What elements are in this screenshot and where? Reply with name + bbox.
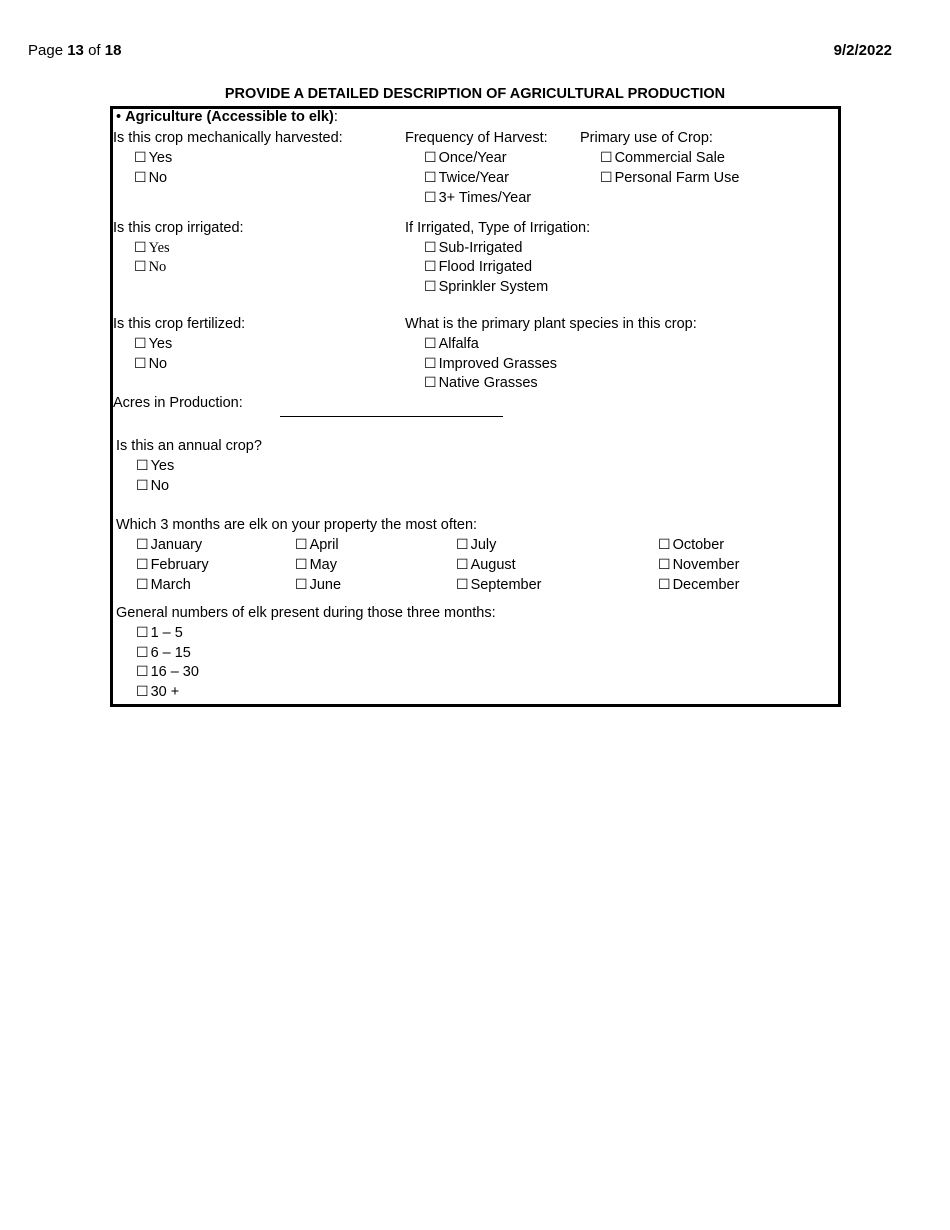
use-question: Primary use of Crop: <box>580 130 713 146</box>
numbers-question: General numbers of elk present during those three months: <box>116 605 496 621</box>
section-label: Agriculture (Accessible to elk) <box>125 109 334 125</box>
page-current: 13 <box>67 42 84 59</box>
irr-flood-checkbox[interactable]: ☐ Flood Irrigated <box>424 259 532 275</box>
month-june-checkbox[interactable]: ☐ June <box>295 577 341 593</box>
page-title: PROVIDE A DETAILED DESCRIPTION OF AGRICULTURAL PRODUCTION <box>224 86 726 102</box>
irr-no-checkbox[interactable]: ☐ No <box>134 259 166 276</box>
page-number <box>28 42 121 59</box>
months-question: Which 3 months are elk on your property the most often: <box>116 517 478 533</box>
freq-twice-checkbox[interactable]: ☐ Twice/Year <box>424 170 509 186</box>
use-commercial-checkbox[interactable]: ☐ Commercial Sale <box>600 150 725 166</box>
irr-yes-checkbox[interactable]: ☐ Yes <box>134 240 170 257</box>
page-prefix: Page <box>28 42 64 59</box>
acres-label: Acres in Production: <box>113 395 243 411</box>
month-january-checkbox[interactable]: ☐ January <box>136 537 202 553</box>
annual-question: Is this an annual crop? <box>116 438 262 454</box>
month-november-checkbox[interactable]: ☐ November <box>658 557 739 573</box>
freq-three-plus-checkbox[interactable]: ☐ 3+ Times/Year <box>424 190 531 206</box>
species-improved-checkbox[interactable]: ☐ Improved Grasses <box>424 356 557 372</box>
month-july-checkbox[interactable]: ☐ July <box>456 537 496 553</box>
month-april-checkbox[interactable]: ☐ April <box>295 537 339 553</box>
species-native-checkbox[interactable]: ☐ Native Grasses <box>424 375 538 391</box>
month-february-checkbox[interactable]: ☐ February <box>136 557 209 573</box>
irr-sub-checkbox[interactable]: ☐ Sub-Irrigated <box>424 240 522 256</box>
section-heading <box>116 109 338 125</box>
mech-question: Is this crop mechanically harvested: <box>113 130 343 146</box>
freq-question: Frequency of Harvest: <box>405 130 548 146</box>
month-december-checkbox[interactable]: ☐ December <box>658 577 739 593</box>
page-date: 9/2/2022 <box>833 42 892 59</box>
numbers-1-5-checkbox[interactable]: ☐ 1 – 5 <box>136 625 183 641</box>
numbers-6-15-checkbox[interactable]: ☐ 6 – 15 <box>136 645 191 661</box>
numbers-30-plus-checkbox[interactable]: ☐ 30 + <box>136 684 179 700</box>
mech-no-checkbox[interactable]: ☐ No <box>134 170 167 186</box>
month-august-checkbox[interactable]: ☐ August <box>456 557 516 573</box>
month-may-checkbox[interactable]: ☐ May <box>295 557 337 573</box>
annual-no-checkbox[interactable]: ☐ No <box>136 478 169 494</box>
fert-yes-checkbox[interactable]: ☐ Yes <box>134 336 172 352</box>
month-september-checkbox[interactable]: ☐ September <box>456 577 542 593</box>
use-personal-checkbox[interactable]: ☐ Personal Farm Use <box>600 170 739 186</box>
section-colon: : <box>333 109 338 125</box>
numbers-16-30-checkbox[interactable]: ☐ 16 – 30 <box>136 664 199 680</box>
irr-sprinkler-checkbox[interactable]: ☐ Sprinkler System <box>424 279 548 295</box>
irr-question: Is this crop irrigated: <box>113 220 244 236</box>
mech-yes-checkbox[interactable]: ☐ Yes <box>134 150 172 166</box>
fert-question: Is this crop fertilized: <box>113 316 246 332</box>
month-march-checkbox[interactable]: ☐ March <box>136 577 191 593</box>
freq-once-checkbox[interactable]: ☐ Once/Year <box>424 150 507 166</box>
bullet: • <box>116 109 122 125</box>
species-alfalfa-checkbox[interactable]: ☐ Alfalfa <box>424 336 479 352</box>
page-total: 18 <box>104 42 122 59</box>
annual-yes-checkbox[interactable]: ☐ Yes <box>136 458 174 474</box>
species-question: What is the primary plant species in this crop: <box>405 316 697 332</box>
irrtype-question: If Irrigated, Type of Irrigation: <box>405 220 591 236</box>
page-of: of <box>88 42 101 59</box>
fert-no-checkbox[interactable]: ☐ No <box>134 356 167 372</box>
acres-input-line[interactable] <box>280 416 503 417</box>
month-october-checkbox[interactable]: ☐ October <box>658 537 724 553</box>
